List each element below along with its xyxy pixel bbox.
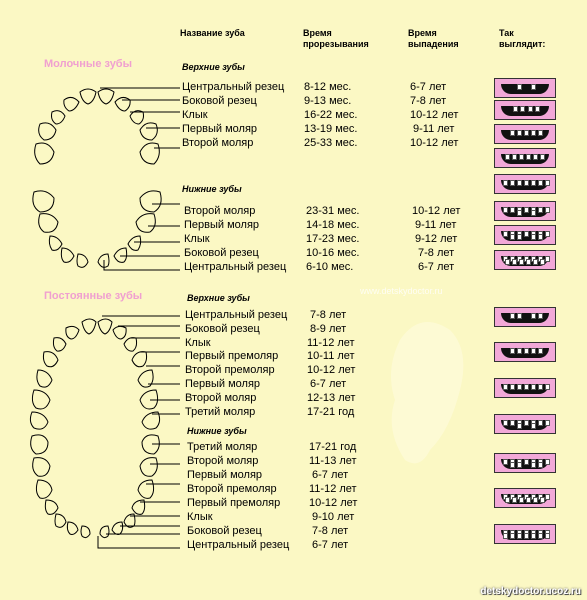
header-fall-1: Время: [408, 28, 437, 38]
perm-lower-name-4: Первый премоляр: [187, 497, 281, 509]
milk-lower-fall-4: 6-7 лет: [418, 261, 455, 273]
perm-upper-title: Верхние зубы: [187, 293, 250, 303]
milk-upper-name-4: Второй моляр: [182, 137, 254, 149]
perm-upper-name-7: Третий моляр: [185, 406, 256, 418]
perm-upper-name-2: Клык: [185, 337, 211, 349]
perm-upper-thumb-2: [494, 378, 556, 398]
tooth-silhouette: [391, 322, 463, 463]
milk-upper-name-2: Клык: [182, 109, 208, 121]
perm-upper-thumb-1: [494, 342, 556, 362]
milk-leader-lines: [100, 88, 180, 270]
perm-upper-name-5: Первый моляр: [185, 378, 261, 390]
milk-upper-fall-3: 9-11 лет: [413, 123, 455, 135]
milk-lower-fall-3: 7-8 лет: [418, 247, 455, 259]
perm-teeth-title: Постоянные зубы: [44, 290, 143, 302]
perm-upper-name-0: Центральный резец: [185, 309, 288, 321]
milk-upper-thumb-1: [494, 100, 556, 120]
site-credit: detskydoctor.ucoz.ru: [480, 586, 581, 597]
perm-upper-erupt-2: 11-12 лет: [307, 337, 355, 349]
perm-upper-thumb-3: [494, 414, 556, 434]
milk-lower-name-1: Первый моляр: [184, 219, 260, 231]
milk-lower-thumb-1: [494, 225, 556, 245]
header-fall-2: выпадения: [408, 39, 459, 49]
header-name: Название зуба: [180, 28, 245, 38]
milk-upper-erupt-4: 25-33 мес.: [304, 137, 358, 149]
header-look-1: Так: [499, 28, 514, 38]
perm-upper-erupt-5: 6-7 лет: [310, 378, 347, 390]
perm-upper-erupt-7: 17-21 год: [307, 406, 355, 418]
perm-lower-erupt-5: 9-10 лет: [312, 511, 355, 523]
milk-lower-fall-0: 10-12 лет: [412, 205, 461, 217]
milk-upper-erupt-2: 16-22 мес.: [304, 109, 358, 121]
milk-upper-fall-4: 10-12 лет: [410, 137, 459, 149]
milk-upper-title: Верхние зубы: [182, 62, 245, 72]
perm-lower-erupt-6: 7-8 лет: [312, 525, 349, 537]
milk-upper-erupt-0: 8-12 мес.: [304, 81, 352, 93]
perm-lower-erupt-4: 10-12 лет: [309, 497, 358, 509]
perm-lower-thumb-1: [494, 488, 556, 508]
milk-teeth-title: Молочные зубы: [44, 58, 132, 70]
milk-upper-thumb-2: [494, 124, 556, 144]
milk-upper-thumb-3: [494, 148, 556, 168]
milk-upper-name-0: Центральный резец: [182, 81, 285, 93]
watermark: www.detskydoctor.ru: [360, 286, 443, 296]
milk-lower-fall-1: 9-11 лет: [415, 219, 457, 231]
perm-leader-lines: [98, 316, 180, 548]
perm-upper-thumb-0: [494, 307, 556, 327]
perm-lower-thumb-2: [494, 524, 556, 544]
perm-upper-erupt-0: 7-8 лет: [310, 309, 347, 321]
milk-upper-fall-2: 10-12 лет: [410, 109, 459, 121]
perm-lower-name-2: Первый моляр: [187, 469, 263, 481]
perm-upper-name-3: Первый премоляр: [185, 350, 279, 362]
perm-lower-title: Нижние зубы: [187, 426, 247, 436]
perm-lower-arch: [31, 435, 160, 538]
perm-upper-erupt-1: 8-9 лет: [310, 323, 347, 335]
perm-lower-erupt-0: 17-21 год: [309, 441, 357, 453]
milk-lower-title: Нижние зубы: [182, 184, 242, 194]
perm-upper-name-4: Второй премоляр: [185, 364, 275, 376]
milk-upper-name-3: Первый моляр: [182, 123, 258, 135]
milk-lower-erupt-4: 6-10 мес.: [306, 261, 354, 273]
perm-lower-erupt-3: 11-12 лет: [309, 483, 357, 495]
perm-upper-name-1: Боковой резец: [185, 323, 260, 335]
header-look-2: выглядит:: [499, 39, 546, 49]
milk-upper-thumb-0: [494, 78, 556, 98]
milk-lower-name-3: Боковой резец: [184, 247, 259, 259]
perm-lower-name-0: Третий моляр: [187, 441, 258, 453]
header-erupt-2: прорезывания: [303, 39, 369, 49]
milk-lower-erupt-0: 23-31 мес.: [306, 205, 360, 217]
perm-lower-erupt-1: 11-13 лет: [309, 455, 357, 467]
milk-upper-name-1: Боковой резец: [182, 95, 257, 107]
perm-lower-name-1: Второй моляр: [187, 455, 259, 467]
milk-lower-erupt-1: 14-18 мес.: [306, 219, 360, 231]
perm-upper-arch: [30, 319, 159, 429]
header-erupt-1: Время: [303, 28, 332, 38]
milk-lower-name-0: Второй моляр: [184, 205, 256, 217]
perm-lower-name-5: Клык: [187, 511, 213, 523]
milk-lower-erupt-3: 10-16 мес.: [306, 247, 360, 259]
milk-lower-erupt-2: 17-23 мес.: [306, 233, 360, 245]
milk-upper-erupt-1: 9-13 мес.: [304, 95, 352, 107]
milk-lower-thumb-0: [494, 201, 556, 221]
perm-upper-erupt-6: 12-13 лет: [307, 392, 356, 404]
milk-lower-name-4: Центральный резец: [184, 261, 287, 273]
perm-lower-thumb-0: [494, 453, 556, 473]
milk-lower-fall-2: 9-12 лет: [415, 233, 458, 245]
milk-lower-thumb-2: [494, 250, 556, 270]
perm-lower-erupt-7: 6-7 лет: [312, 539, 349, 551]
perm-upper-name-6: Второй моляр: [185, 392, 257, 404]
perm-upper-erupt-4: 10-12 лет: [307, 364, 356, 376]
milk-upper-erupt-3: 13-19 мес.: [304, 123, 358, 135]
milk-upper-thumb-4: [494, 174, 556, 194]
milk-upper-fall-1: 7-8 лет: [410, 95, 447, 107]
perm-lower-name-6: Боковой резец: [187, 525, 262, 537]
milk-upper-fall-0: 6-7 лет: [410, 81, 447, 93]
perm-lower-name-3: Второй премоляр: [187, 483, 277, 495]
perm-lower-name-7: Центральный резец: [187, 539, 290, 551]
perm-upper-erupt-3: 10-11 лет: [307, 350, 355, 362]
perm-lower-erupt-2: 6-7 лет: [312, 469, 349, 481]
milk-lower-name-2: Клык: [184, 233, 210, 245]
